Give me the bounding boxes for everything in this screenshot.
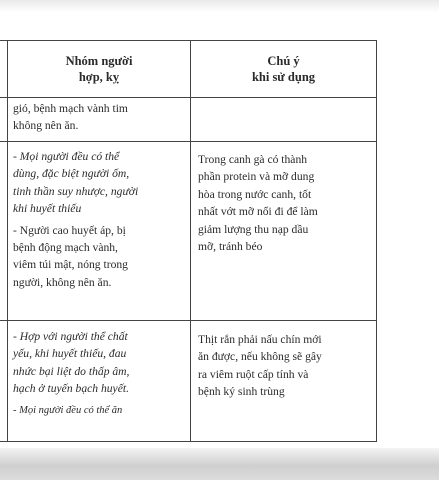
row3-note-line: ra viêm ruột cấp tính và <box>198 367 309 381</box>
header-note-line1: Chú ý <box>267 54 300 68</box>
header-group-line2: hợp, kỵ <box>78 70 120 84</box>
row3-group-line: yếu, khi huyết thiếu, đau <box>13 347 127 361</box>
row2-note-line: nhất vớt mỡ nổi đi để làm <box>198 205 318 219</box>
row2-group-line: - Người cao huyết áp, bị <box>13 223 126 237</box>
row-divider-2 <box>0 320 376 321</box>
row2-group-line: dùng, đặc biệt người ốm, <box>13 167 130 181</box>
table <box>0 40 377 442</box>
row2-note-line: giảm lượng thu nạp dầu <box>198 222 309 236</box>
row2-group-line: bệnh động mạch vành, <box>13 241 118 255</box>
row2-note <box>198 151 374 255</box>
col-divider-left <box>7 41 8 441</box>
col-divider-mid <box>190 41 191 441</box>
header-group-line1: Nhóm người <box>65 54 133 68</box>
row2-group-line: khi huyết thiếu <box>13 202 82 216</box>
header-divider <box>0 97 376 98</box>
row2-group <box>13 148 189 291</box>
row3-group-line: - Hợp với người thể chất <box>13 330 128 343</box>
row-divider-1 <box>0 141 376 142</box>
row3-note-line: ăn được, nếu không sẽ gây <box>198 350 322 364</box>
row2-note-line: mỡ, tránh béo <box>198 240 263 254</box>
row3-note <box>198 331 374 401</box>
row3-note-line: bệnh ký sinh trùng <box>198 385 285 399</box>
row1-group <box>13 100 188 135</box>
row2-group-line: tinh thần suy nhược, người <box>13 184 139 198</box>
row3-note-line: Thịt rắn phải nấu chín mới <box>198 333 322 346</box>
row2-group-line: viêm túi mật, nóng trong <box>13 258 128 272</box>
row3-group-line: - Mọi người đều có thể ăn <box>13 404 123 416</box>
row2-group-line: - Mọi người đều có thể <box>13 150 120 163</box>
header-note <box>191 53 376 85</box>
row3-group-line: nhức bại liệt do thấp âm, <box>13 364 130 378</box>
header-group <box>8 53 190 85</box>
row3-group-line: hạch ở tuyến bạch huyết. <box>13 382 129 396</box>
top-shadow <box>0 0 439 12</box>
row2-note-line: hòa trong nước canh, tốt <box>198 187 312 201</box>
row1-group-line: không nên ăn. <box>13 119 79 133</box>
header-note-line2: khi sử dụng <box>251 70 316 84</box>
row2-note-line: Trong canh gà có thành <box>198 153 308 166</box>
bottom-edge <box>0 448 439 480</box>
row2-note-line: phần protein và mỡ dung <box>198 170 315 184</box>
row1-group-line: gió, bệnh mạch vành tim <box>13 102 128 115</box>
row2-group-line: người, không nên ăn. <box>13 275 112 289</box>
row3-group <box>13 328 189 419</box>
